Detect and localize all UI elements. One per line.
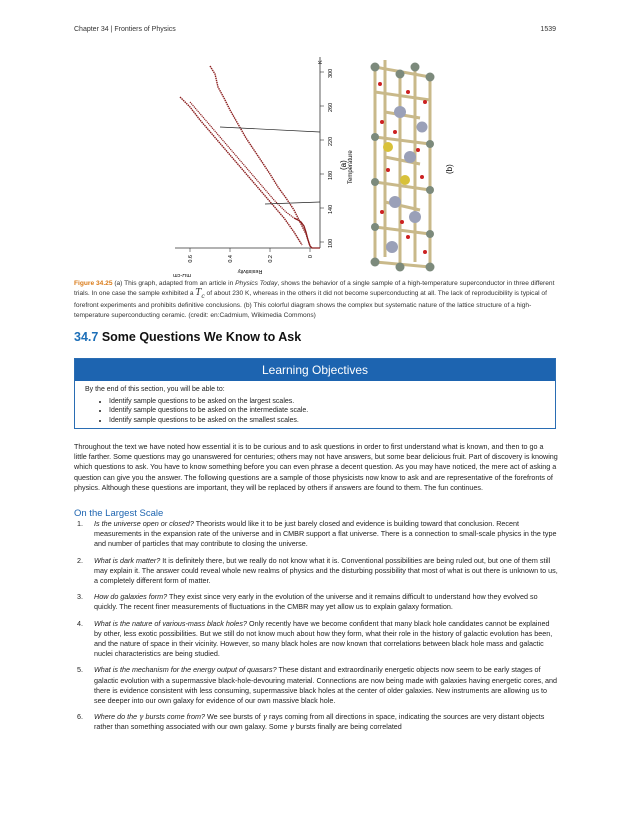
question-number: 3. — [77, 592, 83, 602]
caption-part-2: , shows the behavior of a single sample of a high-temperature superconductor in three different trials. In one case the sample exhibited a — [74, 280, 555, 297]
resistivity-ticks — [188, 248, 314, 263]
question-number: 5. — [77, 665, 83, 675]
question-text-b: bursts come from? — [143, 712, 205, 722]
tc-subscript: c — [201, 292, 205, 300]
question-answer: They exist since very early in the evolution of the universe and it remains difficult to understand how they evolved so quickly. The recent finer measurements of fluctuations in the CMBR may yet allow us to explain galaxy formation. — [94, 592, 538, 612]
section-title-text: Some Questions We Know to Ask — [98, 330, 302, 344]
question-answer-c: bursts finally are being correlated — [293, 722, 402, 732]
tc-letter: T — [195, 287, 202, 298]
question-answer: It is definitely there, but we really do not know what it is. Conventional possibilities are being ruled out, but one of them still may explain it. The answer could reveal whole new realms of physics and the disturbing possibility that most of what is out there is unknown to us, a completely different form of matter. — [94, 555, 558, 586]
question-text: What is dark matter? — [94, 555, 161, 565]
question-text-a: Where do the — [94, 712, 140, 722]
page-number: 1539 — [540, 26, 556, 33]
question-number: 6. — [77, 712, 83, 722]
graph-panel — [173, 57, 354, 277]
question-item — [74, 619, 558, 660]
lattice-bonds — [375, 60, 430, 267]
objective-item: • Identify sample questions to be asked on the smallest scales. — [109, 416, 545, 426]
question-number: 4. — [77, 618, 83, 628]
figure-label: Figure 34.25 — [74, 280, 113, 287]
tc-symbol — [195, 288, 204, 298]
question-text: What is the nature of various-mass black holes? — [94, 618, 248, 628]
gamma-symbol: γ — [262, 712, 268, 722]
question-answer: Theorists would like it to be just barely closed and evidence is building toward that conclusion. Recent measurements in the expansion rate of the universe and in CMBR support a flat universe. There is a connection to small-scale physics in the type and number of particles that may contribute to closing the universe. — [94, 519, 557, 549]
question-answer: These distant and extraordinarily energetic objects now seem to be early stages of galactic evolution with a supermassive black-hole-devouring material. Connections are now being made with galaxies having energetic cores, and there is evidence consistent with less consuming, supermassive black holes at the center of older galaxies. New instruments are allowing us to see deeper into our own galaxy for evidence of our own massive black hole. — [94, 665, 558, 706]
section-heading — [74, 330, 301, 344]
temperature-tick-label: 100 — [328, 238, 334, 248]
caption-part-1: (a) This graph, adapted from an article in — [112, 280, 236, 287]
y-unit: mΩ-cm — [173, 272, 191, 277]
gamma-symbol: γ — [139, 712, 144, 722]
question-answer: Only recently have we become confident that many black hole candidates cannot be explained by other, less exotic possibilities. But we still do not know much about how they form, what their role in the history of galactic evolution has been, and the nature of space in their vicinity. However, so many black holes are now known that correlations between black hole mass and galactic nuclei characteristics are being studied. — [94, 618, 553, 659]
question-text: How do galaxies form? — [94, 592, 168, 602]
question-answer-b: rays coming from all directions in space, indicating the sources are very distant objects rather than something associated with our own galaxy. Some — [94, 712, 545, 732]
figure-caption — [74, 279, 558, 320]
chapter-title: Chapter 34 | Frontiers of Physics — [74, 26, 176, 33]
resistivity-tick-label: 0 — [308, 255, 314, 259]
temperature-tick-label: 220 — [328, 136, 334, 146]
crystal-structure — [371, 60, 455, 272]
objective-item: • Identify sample questions to be asked on the largest scales. — [109, 397, 545, 407]
temperature-ticks — [320, 69, 334, 248]
temperature-tick-label: 140 — [328, 204, 334, 214]
question-list — [74, 519, 558, 739]
learning-objectives-intro: By the end of this section, you will be able to: — [85, 386, 225, 393]
question-text: What is the mechanism for the energy output of quasars? — [94, 665, 277, 675]
guide-line-2 — [265, 202, 320, 204]
crystal-panel-label: (b) — [445, 164, 454, 174]
figure-svg — [160, 52, 480, 277]
temperature-tick-label: 300 — [328, 68, 334, 78]
x-axis-label: Temperature — [348, 150, 354, 184]
superconducting-drop — [294, 218, 320, 248]
question-item — [74, 712, 558, 732]
question-item — [74, 556, 558, 587]
question-text: Is the universe open or closed? — [94, 519, 194, 528]
learning-objectives-heading: Learning Objectives — [75, 359, 555, 381]
resistivity-tick-label: 0.6 — [188, 255, 194, 263]
trial-3-curve — [190, 102, 294, 218]
gamma-symbol: γ — [289, 722, 294, 732]
temperature-tick-label: 180 — [328, 170, 334, 180]
graph-panel-label: (a) — [339, 160, 348, 170]
temperature-tick-label: 260 — [328, 102, 334, 112]
y-axis-label: Resistivity — [237, 268, 263, 274]
subsection-heading: On the Largest Scale — [74, 508, 164, 519]
page-header — [74, 26, 556, 33]
trial-2-curve — [180, 97, 302, 245]
question-number: 2. — [77, 555, 83, 565]
resistivity-tick-label: 0.4 — [228, 255, 234, 263]
x-unit: K — [318, 60, 324, 64]
question-item — [74, 665, 558, 706]
learning-objectives-list — [85, 397, 545, 426]
section-number: 34.7 — [74, 330, 99, 344]
learning-objectives-box — [74, 358, 556, 429]
figure — [160, 52, 480, 277]
guide-line-1 — [220, 127, 320, 132]
learning-objectives-body — [75, 381, 555, 428]
question-answer-a: We see bursts of — [204, 712, 263, 722]
objective-item: • Identify sample questions to be asked on the intermediate scale. — [109, 406, 545, 416]
intro-paragraph: Throughout the text we have noted how essential it is to be curious and to ask questions in order to first understand what is known, and then to go a little farther. Some questions may go unanswered for centuries; others may not have answers, but some bear delicious fruit. Part of discovery is knowing which questions to ask. You have to know something before you can even phrase a decent question. As you may have noticed, the mere act of asking a question can give you the answer. The following questions are a sample of those physicists now know to ask and are representative of the forefronts of physics. Although these questions are important, they will be replaced by others if answers are found to them. The fun continues. — [74, 442, 558, 492]
caption-part-3: of about 230 K, whereas in the others it did not become superconducting at all. The lack of reproducibility is typical of forefront experiments and prohibits definitive conclusions. (b) This colorful diagram shows the complex but systematic nature of the lattice structure of a high-temperature superconducting ceramic. (credit: en:Cadmium, Wikimedia Commons) — [74, 289, 547, 319]
question-item — [74, 519, 558, 550]
resistivity-tick-label: 0.2 — [268, 255, 274, 263]
yellow-atoms — [383, 142, 410, 185]
journal-name: Physics Today — [235, 280, 278, 287]
question-item — [74, 592, 558, 612]
question-number: 1. — [77, 519, 83, 528]
